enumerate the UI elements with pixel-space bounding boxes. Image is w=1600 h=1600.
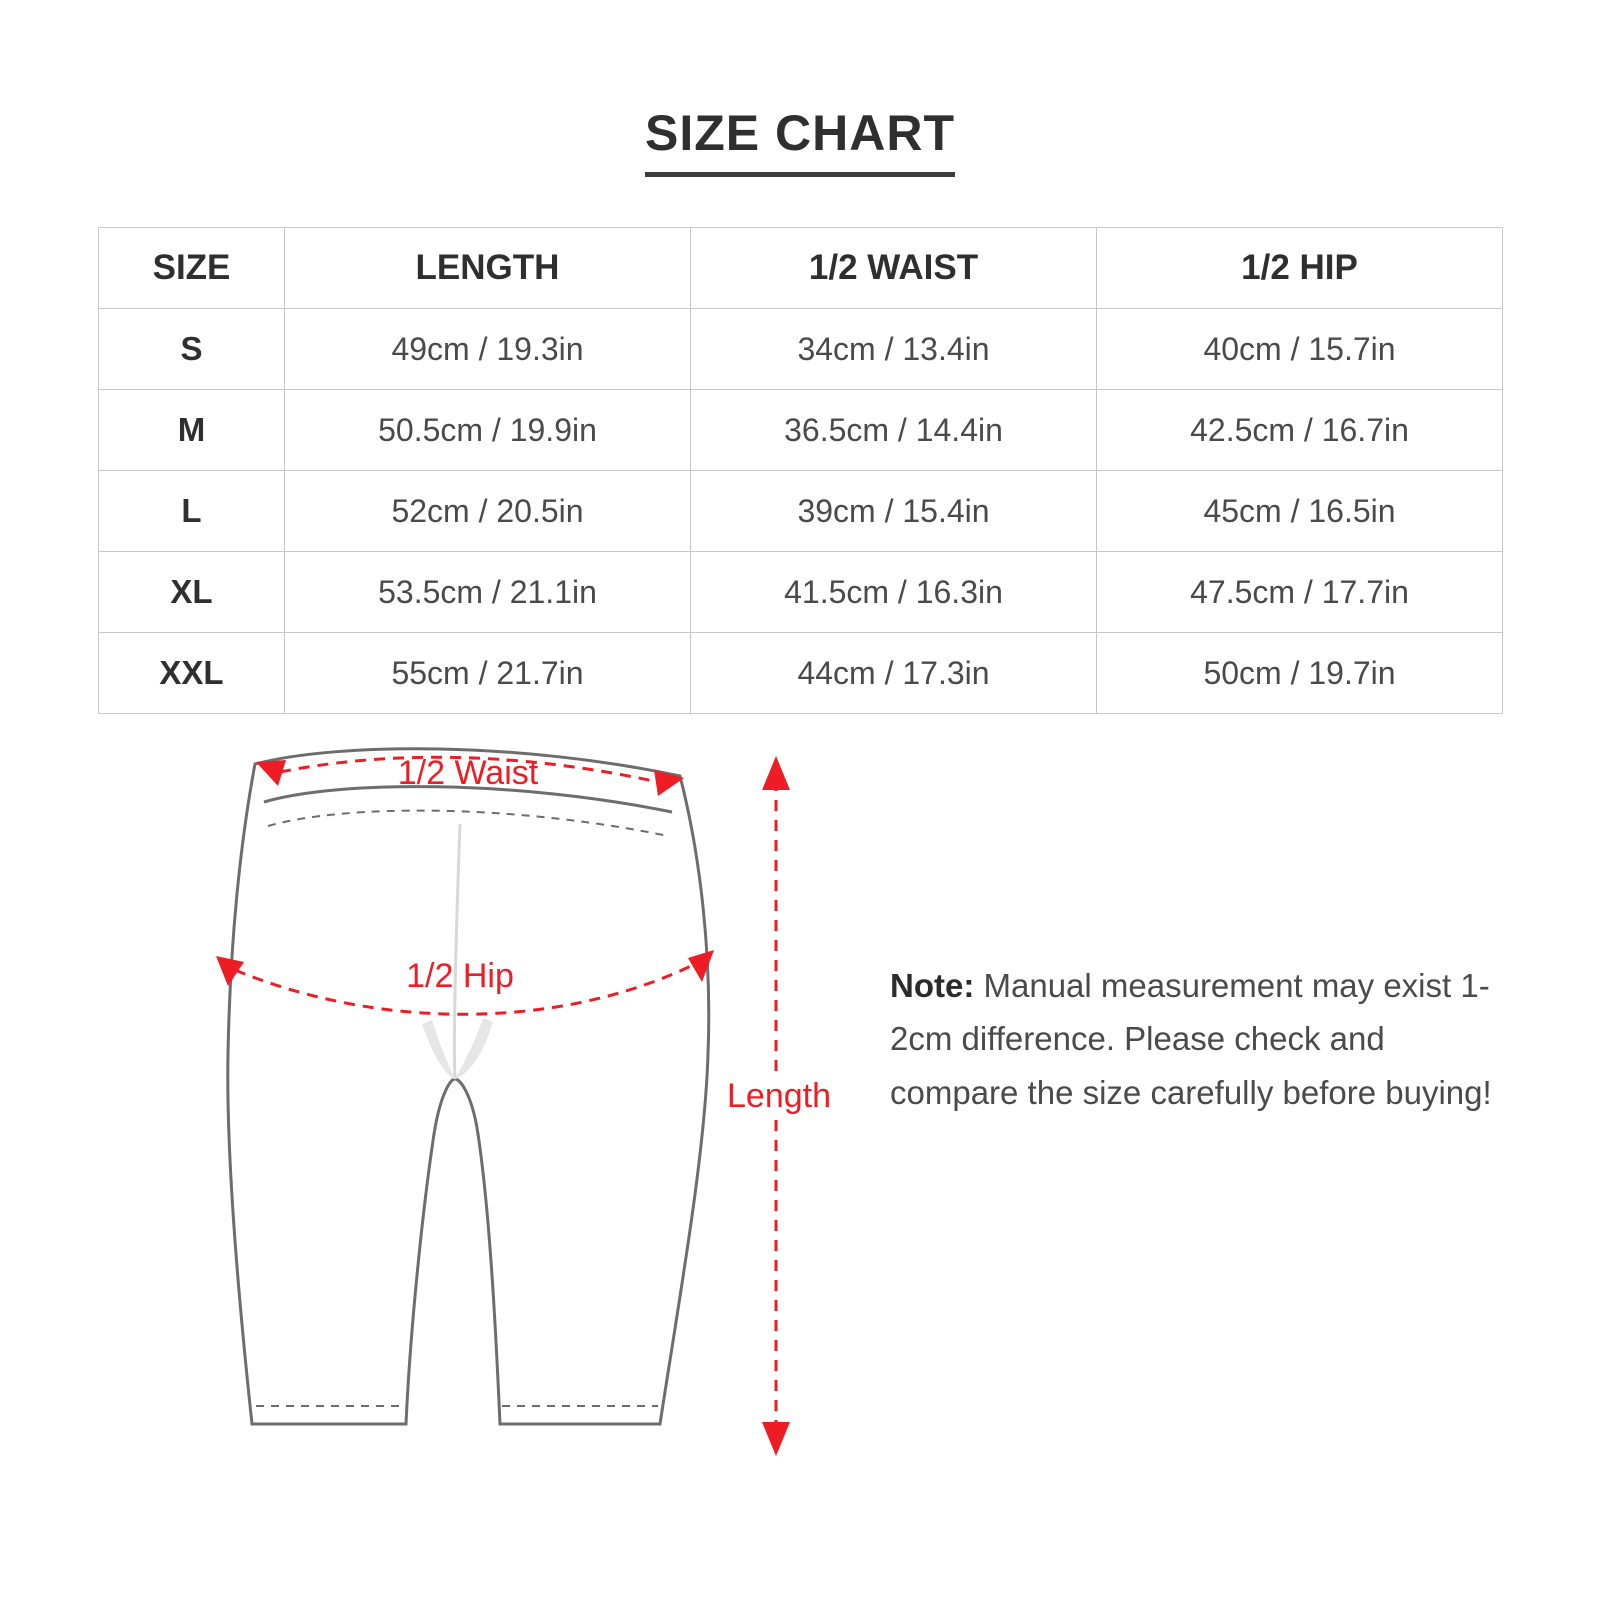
size-chart-table [98,227,1503,714]
waist-label: 1/2 Waist [397,754,539,792]
shorts-outline [228,749,709,1424]
note-prefix: Note: [890,967,975,1004]
cell-hip: 40cm / 15.7in [1097,309,1503,390]
cell-length: 49cm / 19.3in [285,309,691,390]
measurement-diagram-section [0,714,1600,1534]
cell-length: 52cm / 20.5in [285,471,691,552]
table-row [99,309,1503,390]
cell-length: 55cm / 21.7in [285,633,691,714]
table-header-row [99,228,1503,309]
column-header-hip: 1/2 HIP [1097,228,1503,309]
cell-waist: 41.5cm / 16.3in [691,552,1097,633]
page-title-container [0,0,1600,177]
size-chart-table-container [98,227,1502,714]
measurement-note [890,959,1510,1119]
table-row [99,552,1503,633]
column-header-waist: 1/2 WAIST [691,228,1097,309]
table-row [99,471,1503,552]
cell-hip: 47.5cm / 17.7in [1097,552,1503,633]
cell-waist: 36.5cm / 14.4in [691,390,1097,471]
length-arrow-up-icon [762,756,790,790]
cell-waist: 34cm / 13.4in [691,309,1097,390]
note-body: Manual measurement may exist 1-2cm difference. Please check and compare the size carefully before buying! [890,967,1492,1111]
cell-length: 50.5cm / 19.9in [285,390,691,471]
cell-size: XXL [99,633,285,714]
cell-hip: 50cm / 19.7in [1097,633,1503,714]
length-measure-svg [690,742,890,1502]
cell-hip: 45cm / 16.5in [1097,471,1503,552]
hip-label: 1/2 Hip [406,957,514,995]
cell-size: M [99,390,285,471]
table-row [99,633,1503,714]
cell-size: S [99,309,285,390]
cell-waist: 44cm / 17.3in [691,633,1097,714]
length-label: Length [727,1077,831,1115]
length-arrow-down-icon [762,1422,790,1456]
cell-length: 53.5cm / 21.1in [285,552,691,633]
cell-size: L [99,471,285,552]
column-header-length: LENGTH [285,228,691,309]
table-row [99,390,1503,471]
cell-waist: 39cm / 15.4in [691,471,1097,552]
column-header-size: SIZE [99,228,285,309]
page-title: SIZE CHART [645,104,955,177]
cell-size: XL [99,552,285,633]
cell-hip: 42.5cm / 16.7in [1097,390,1503,471]
